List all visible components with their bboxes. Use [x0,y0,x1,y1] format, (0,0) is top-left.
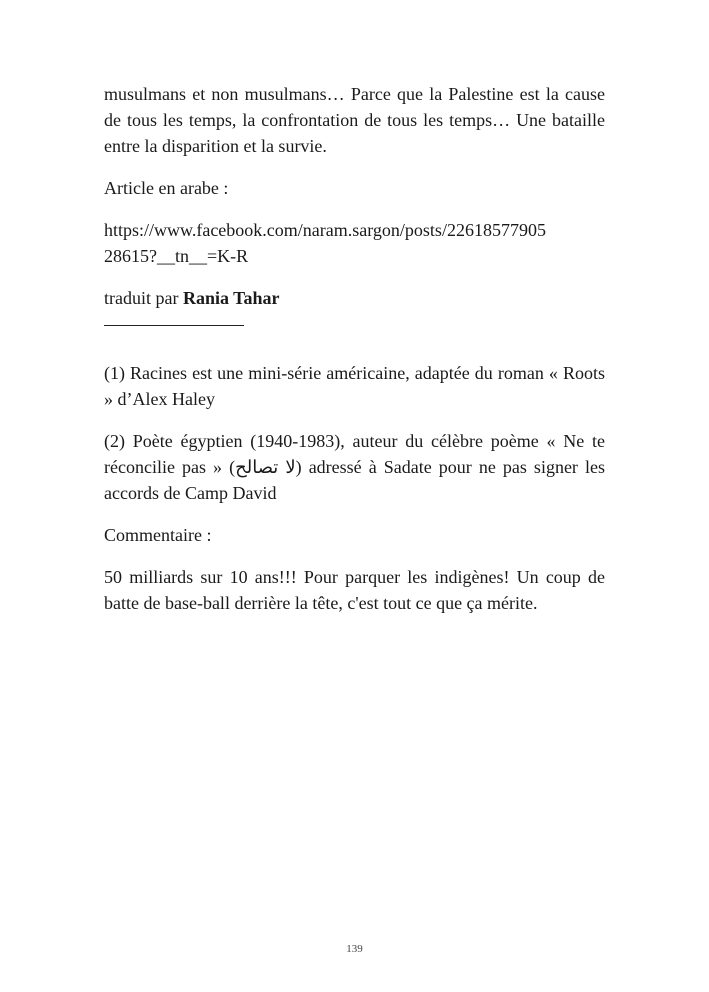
article-link[interactable] [104,217,605,269]
body-paragraph: musulmans et non musulmans… Parce que la Palestine est la cause de tous les temps, la confrontation de tous les temps… Une bataille entre la disparition et la survie. [104,84,605,156]
footnote-1: (1) Racines est une mini-série américaine, adaptée du roman « Roots » d’Alex Haley [104,363,605,409]
footnote-2-after: ) adressé à Sadate pour ne pas signer les accords de Camp David [104,457,605,503]
article-label: Article en arabe : [104,178,229,198]
page-number: 139 [346,943,363,955]
comment-text: 50 milliards sur 10 ans!!! Pour parquer les indigènes! Un coup de batte de base-ball derrière la tête, c'est tout ce que ça mérite. [104,567,605,613]
footnote-2 [104,428,605,506]
footnote-2-arabic: لا تصالح [235,457,296,477]
footnote-2-before: (2) Poète égyptien (1940-1983), auteur du célèbre poème « Ne te réconcilie pas » ( [104,431,605,477]
comment-label: Commentaire : [104,525,212,545]
article-url-line-2[interactable]: 28615?__tn__=K-R [104,246,249,266]
article-url-line-1[interactable]: https://www.facebook.com/naram.sargon/posts/22618577905 [104,220,546,240]
translator-name: Rania Tahar [182,288,280,308]
footnote-separator [104,325,244,326]
translator-credit [104,285,605,311]
translator-prefix: traduit par [104,288,183,308]
page-content [104,81,605,616]
